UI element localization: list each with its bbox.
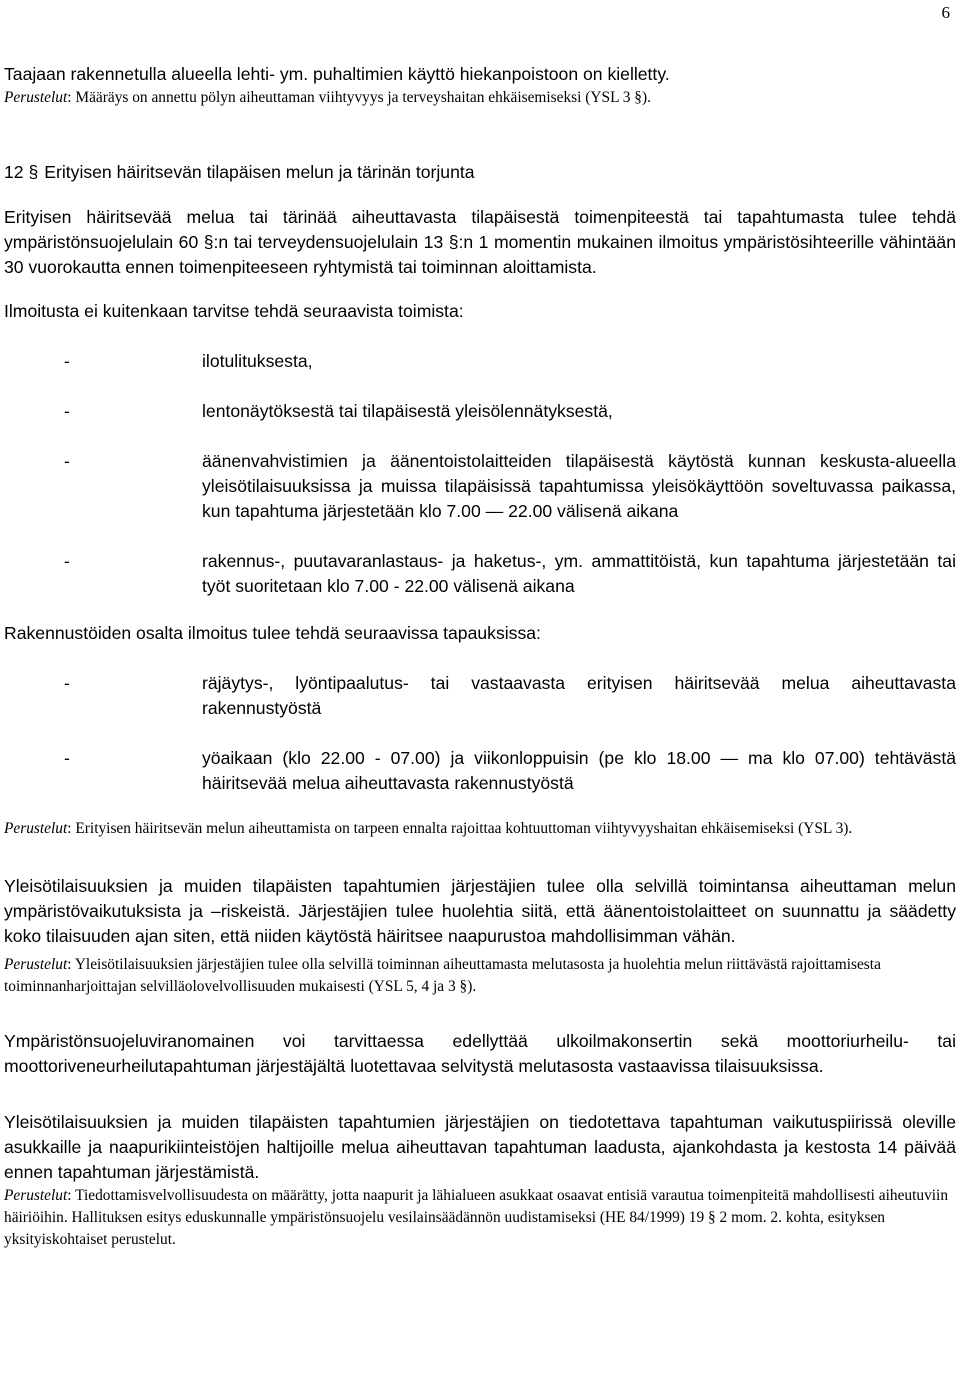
paragraph-construction-intro: Rakennustöiden osalta ilmoitus tulee tehdä seuraavissa tapauksissa:: [4, 623, 541, 643]
list-item: [4, 449, 956, 524]
list-dash: -: [64, 748, 70, 768]
list-item: [4, 549, 956, 599]
section-title: Erityisen häiritsevän tilapäisen melun ja tärinän torjunta: [44, 162, 475, 182]
list-item-text: lentonäytöksestä tai tilapäisestä yleisölennätyksestä,: [202, 401, 613, 421]
note-text: : Määräys on annettu pölyn aiheuttaman viihtyvyys ja terveyshaitan ehkäisemiseksi (YSL 3 §).: [67, 89, 651, 106]
list-item: [4, 349, 956, 374]
rationale-note: [4, 1185, 956, 1251]
paragraph-notice-requirement: Erityisen häiritsevää melua tai tärinää aiheuttavasta tilapäisestä toimenpiteestä tai tapahtumasta tulee tehdä ympäristönsuojelulain 60 §:n tai terveydensuojelulain 13 §:n 1 momentin mukainen ilmoitus ympäristösihteerille vähintään 30 vuorokautta ennen toimenpiteeseen ryhtymistä tai toiminnan aloittamista.: [4, 207, 956, 277]
paragraph-organizers-duty: Yleisötilaisuuksien ja muiden tilapäisten tapahtumien järjestäjien tulee olla selvillä toimintansa aiheuttaman melun ympäristövaikutuksista ja –riskeistä. Järjestäjien tulee huolehtia siitä, että äänentoistolaitteet on suunnattu ja säädetty koko tilaisuuden ajan siten, että niiden käytöstä häiritsee naapurustoa mahdollisimman vähän.: [4, 876, 956, 946]
note-lead: Perustelut: [4, 1187, 68, 1204]
note-text: : Tiedottamisvelvollisuudesta on määrätty, jotta naapurit ja lähialueen asukkaat osaavat entisiä varautua toimenpiteitä mahdollisesti aiheutuviin häiriöihin. Hallituksen esitys eduskunnalle ympäristönsuojelu vesilainsäädännön uudistamiseksi (HE 84/1999) 19 § 2 mom. 2. kohta, esityksen yksityiskohtaiset perustelut.: [4, 1187, 949, 1248]
section-number: 12 §: [4, 162, 39, 182]
note-lead: Perustelut: [4, 89, 68, 106]
list-dash: -: [64, 401, 70, 421]
list-item-text: ilotulituksesta,: [202, 351, 313, 371]
note-text: : Yleisötilaisuuksien järjestäjien tulee olla selvillä toiminnan aiheuttamasta melutasosta ja huolehtia melun riittävästä rajoittamisesta toiminnanharjoittajan selvilläolovelvollisuuden mukaisesti (YSL 5, 4 ja 3 §).: [4, 956, 881, 995]
list-item-text: rakennus-, puutavaranlastaus- ja haketus-, ym. ammattitöistä, kun tapahtuma järjestetään tai työt suoritetaan klo 7.00 - 22.00 välisenä aikana: [202, 551, 956, 596]
list-item-text: räjäytys-, lyöntipaalutus- tai vastaavasta erityisen häiritsevää melua aiheuttavasta rakennustyöstä: [202, 673, 956, 718]
paragraph-exemptions-intro: Ilmoitusta ei kuitenkaan tarvitse tehdä seuraavista toimista:: [4, 301, 464, 321]
rationale-note: [4, 818, 956, 840]
section-heading: [4, 160, 956, 185]
list-item: [4, 746, 956, 796]
note-lead: Perustelut: [4, 820, 68, 837]
list-dash: -: [64, 451, 70, 471]
list-item-text: äänenvahvistimien ja äänentoistolaitteiden tilapäisestä käytöstä kunnan keskusta-alueella yleisötilaisuuksissa ja muissa tilapäisissä tapahtumissa yleisökäyttöön soveltuvassa paikassa, kun tapahtuma järjestetään klo 7.00 — 22.00 välisenä aikana: [202, 451, 956, 521]
list-item: [4, 399, 956, 424]
list-item-text: yöaikaan (klo 22.00 - 07.00) ja viikonloppuisin (pe klo 18.00 — ma klo 07.00) tehtävästä häiritsevää melua aiheuttavasta rakennustyöstä: [202, 748, 956, 793]
note-lead: Perustelut: [4, 956, 68, 973]
paragraph-authority-report: Ympäristönsuojeluviranomainen voi tarvittaessa edellyttää ulkoilmakonsertin sekä moottoriurheilu- tai moottoriveneurheilutapahtuman järjestäjältä luotettavaa selvitystä melutasosta vastaavissa tilaisuuksissa.: [4, 1031, 956, 1076]
note-text: : Erityisen häiritsevän melun aiheuttamista on tarpeen ennalta rajoittaa kohtuuttoman viihtyvyyshaitan ehkäisemiseksi (YSL 3).: [67, 820, 853, 837]
list-dash: -: [64, 673, 70, 693]
rationale-note: [4, 954, 956, 998]
document-body: [4, 62, 956, 1251]
page-number: 6: [941, 3, 950, 22]
list-dash: -: [64, 351, 70, 371]
list-dash: -: [64, 551, 70, 571]
intro-paragraph: Taajaan rakennetulla alueella lehti- ym. puhaltimien käyttö hiekanpoistoon on kielletty.: [4, 64, 670, 84]
paragraph-informing-residents: Yleisötilaisuuksien ja muiden tilapäisten tapahtumien järjestäjien on tiedotettava tapahtuman vaikutuspiirissä oleville asukkaille ja naapurikiinteistöjen haltijoille melua aiheuttavan tapahtuman laadusta, ajankohdasta ja kestosta 14 päivää ennen tapahtuman järjestämistä.: [4, 1112, 956, 1182]
intro-note: [4, 87, 956, 109]
list-item: [4, 671, 956, 721]
